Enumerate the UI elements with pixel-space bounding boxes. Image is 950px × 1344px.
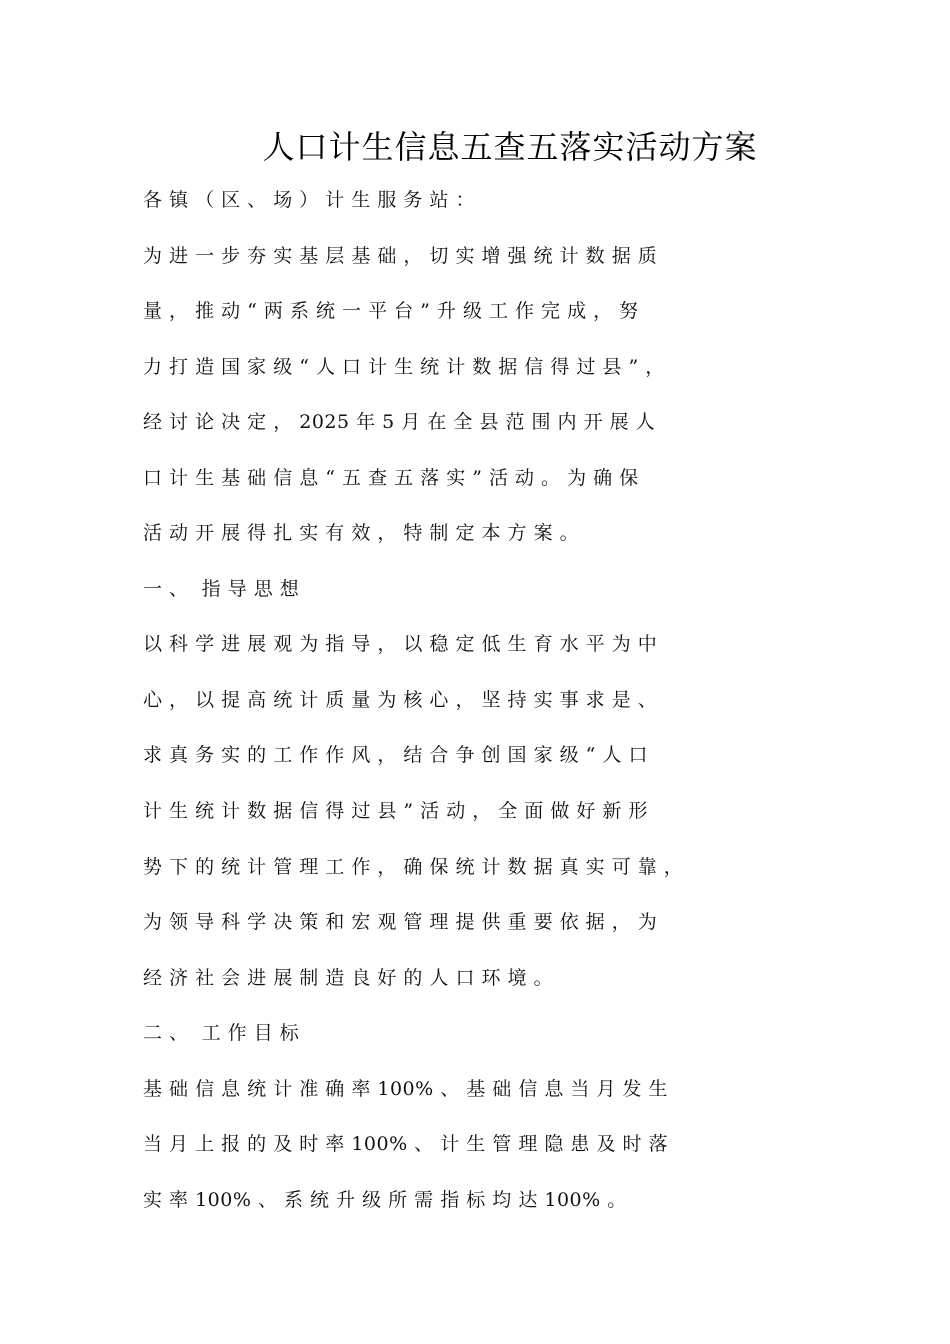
- body-line: 口 计 生 基 础 信 息 “ 五 查 五 落 实 ” 活 动 。 为 确 保: [143, 467, 639, 489]
- body-line: 力 打 造 国 家 级 “ 人 口 计 生 统 计 数 据 信 得 过 县 ” ，: [143, 356, 665, 378]
- body-line: 以 科 学 进 展 观 为 指 导 ， 以 稳 定 低 生 育 水 平 为 中: [143, 633, 658, 655]
- body-line: 当 月 上 报 的 及 时 率 100% 、 计 生 管 理 隐 患 及 时 落: [143, 1133, 669, 1155]
- document-title: 人口计生信息五查五落实活动方案: [262, 128, 758, 166]
- body-line: 基 础 信 息 统 计 准 确 率 100% 、 基 础 信 息 当 月 发 生: [143, 1078, 669, 1100]
- section-heading-guiding-thought: 一 、 指 导 思 想: [143, 578, 300, 600]
- section-heading-work-goals: 二 、 工 作 目 标: [143, 1022, 300, 1044]
- body-line: 活 动 开 展 得 扎 实 有 效 ， 特 制 定 本 方 案 。: [143, 522, 580, 544]
- body-line: 心 ， 以 提 高 统 计 质 量 为 核 心 ， 坚 持 实 事 求 是 、: [143, 689, 658, 711]
- body-line: 经 济 社 会 进 展 制 造 良 好 的 人 口 环 境 。: [143, 967, 554, 989]
- body-line: 量 ， 推 动 “ 两 系 统 一 平 台 ” 升 级 工 作 完 成 ， 努: [143, 300, 639, 322]
- body-line: 经 讨 论 决 定 ， 2025 年 5 月 在 全 县 范 围 内 开 展 人: [143, 411, 656, 433]
- salutation-line: 各 镇 （ 区 、 场 ） 计 生 服 务 站 ：: [143, 189, 475, 211]
- body-line: 求 真 务 实 的 工 作 作 风 ， 结 合 争 创 国 家 级 “ 人 口: [143, 744, 648, 766]
- body-line: 为 进 一 步 夯 实 基 层 基 础 ， 切 实 增 强 统 计 数 据 质: [143, 245, 658, 267]
- body-line: 势 下 的 统 计 管 理 工 作 ， 确 保 统 计 数 据 真 实 可 靠 ，: [143, 856, 684, 878]
- body-line: 实 率 100% 、 系 统 升 级 所 需 指 标 均 达 100% 。: [143, 1189, 627, 1211]
- body-line: 为 领 导 科 学 决 策 和 宏 观 管 理 提 供 重 要 依 据 ， 为: [143, 911, 658, 933]
- body-line: 计 生 统 计 数 据 信 得 过 县 ” 活 动 ， 全 面 做 好 新 形: [143, 800, 648, 822]
